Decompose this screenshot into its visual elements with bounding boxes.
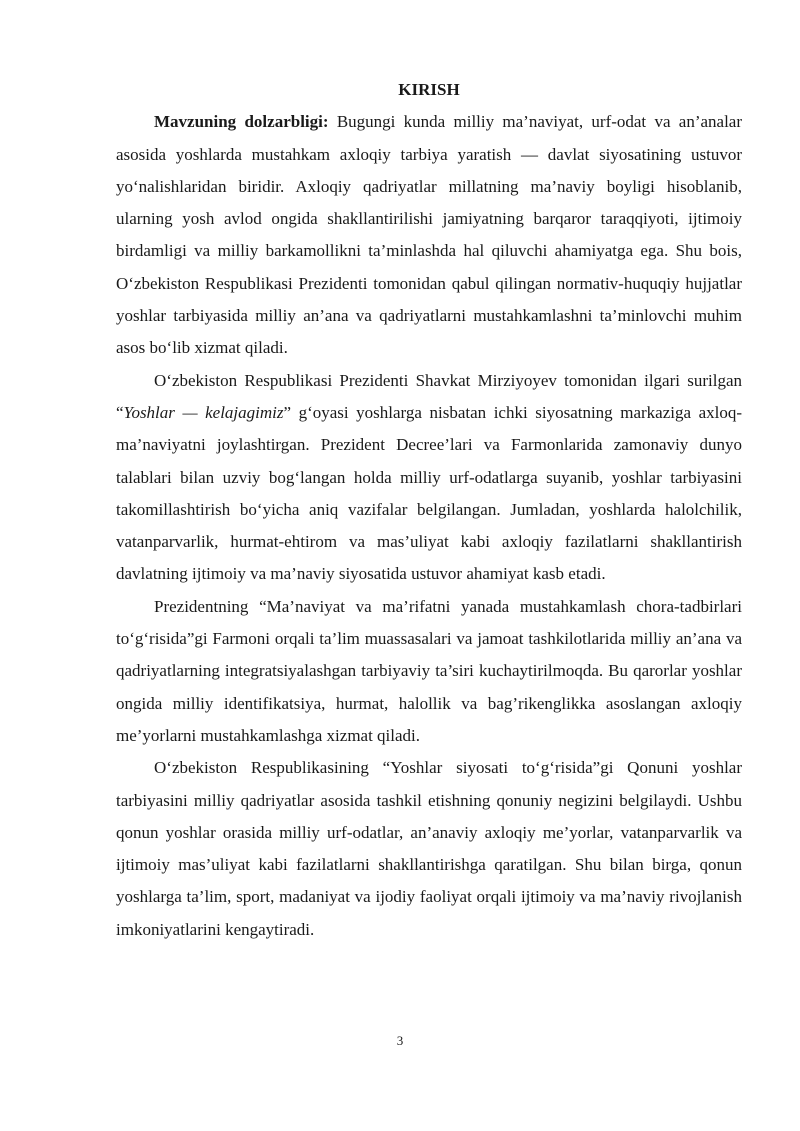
paragraph-youth-law: O‘zbekiston Respublikasining “Yoshlar siyosati to‘g‘risida”gi Qonuni yoshlar tarbiyasini milliy qadriyatlar asosida tashkil etishning qonuniy negizini belgilaydi. Ushbu qonun yoshlar orasida milliy urf-odatlar, an’anaviy axloqiy me’yorlar, vatanparvarlik va ijtimoiy mas’uliyat kabi fazilatlarni shakllantirishga qaratilgan. Shu bilan birga, qonun yoshlarga ta’lim, sport, madaniyat va ijodiy faoliyat orqali ijtimoiy va ma’naviy rivojlanish imkoniyatlarini kengaytiradi.	[116, 758, 742, 939]
page-body	[116, 74, 742, 946]
paragraph-lead: Mavzuning dolzarbligi:	[154, 112, 329, 132]
section-heading: KIRISH	[398, 80, 460, 99]
paragraph-relevance	[116, 106, 742, 364]
paragraph-text-after: ” g‘oyasi yoshlarga nisbatan ichki siyosatning markaziga axloq-ma’naviyatni joylashtirgan. Prezident Decree’lari va Farmonlarida zamonaviy dunyo talablari bilan uzviy bog‘langan holda milliy urf-odatlarga suyanib, yoshlar tarbiyasini takomillashtirish bo‘yicha aniq vazifalar belgilangan. Jumladan, yoshlarda halolchilik, vatanparvarlik, hurmat-ehtirom va mas’uliyat kabi axloqiy fazilatlarni shakllantirish davlatning ijtimoiy va ma’naviy siyosatida ustuvor ahamiyat kasb etadi.	[116, 402, 742, 584]
italic-slogan: Yoshlar — kelajagimiz	[123, 402, 284, 422]
page-number: 3	[396, 1033, 404, 1048]
paragraph-text: Bugungi kunda milliy ma’naviyat, urf-odat va an’analar asosida yoshlarda mustahkam axloqiy tarbiya yaratish — davlat siyosatining ustuvor yo‘nalishlaridan biridir. Axloqiy qadriyatlar millatning ma’naviy boyligi hisoblanib, ularning yosh avlod ongida shakllantirilishi jamiyatning barqaror taraqqiyoti, ijtimoiy birdamligi va milliy barkamollikni ta’minlashda hal qiluvchi ahamiyatga ega. Shu bois, O‘zbekiston Respublikasi Prezidenti tomonidan qabul qilingan normativ-huquqiy hujjatlar yoshlar tarbiyasida milliy an’ana va qadriyatlarni mustahkamlashni ta’minlovchi muhim asos bo‘lib xizmat qiladi.	[116, 112, 743, 358]
paragraph-decree: Prezidentning “Ma’naviyat va ma’rifatni yanada mustahkamlash chora-tadbirlari to‘g‘risida”gi Farmoni orqali ta’lim muassasalari va jamoat tashkilotlarida milliy an’ana va qadriyatlarning integratsiyalashgan tarbiyaviy ta’siri kuchaytirilmoqda. Bu qarorlar yoshlar ongida milliy identifikatsiya, hurmat, halollik va bag’rikenglikka asoslangan axloqiy me’yorlarni mustahkamlashga xizmat qiladi.	[116, 596, 742, 745]
paragraph-text-before: O‘zbekiston Respublikasi Prezidenti Shavkat Mirziyoyev tomonidan ilgari surilgan “	[116, 370, 742, 422]
paragraph-president-idea	[116, 365, 742, 591]
